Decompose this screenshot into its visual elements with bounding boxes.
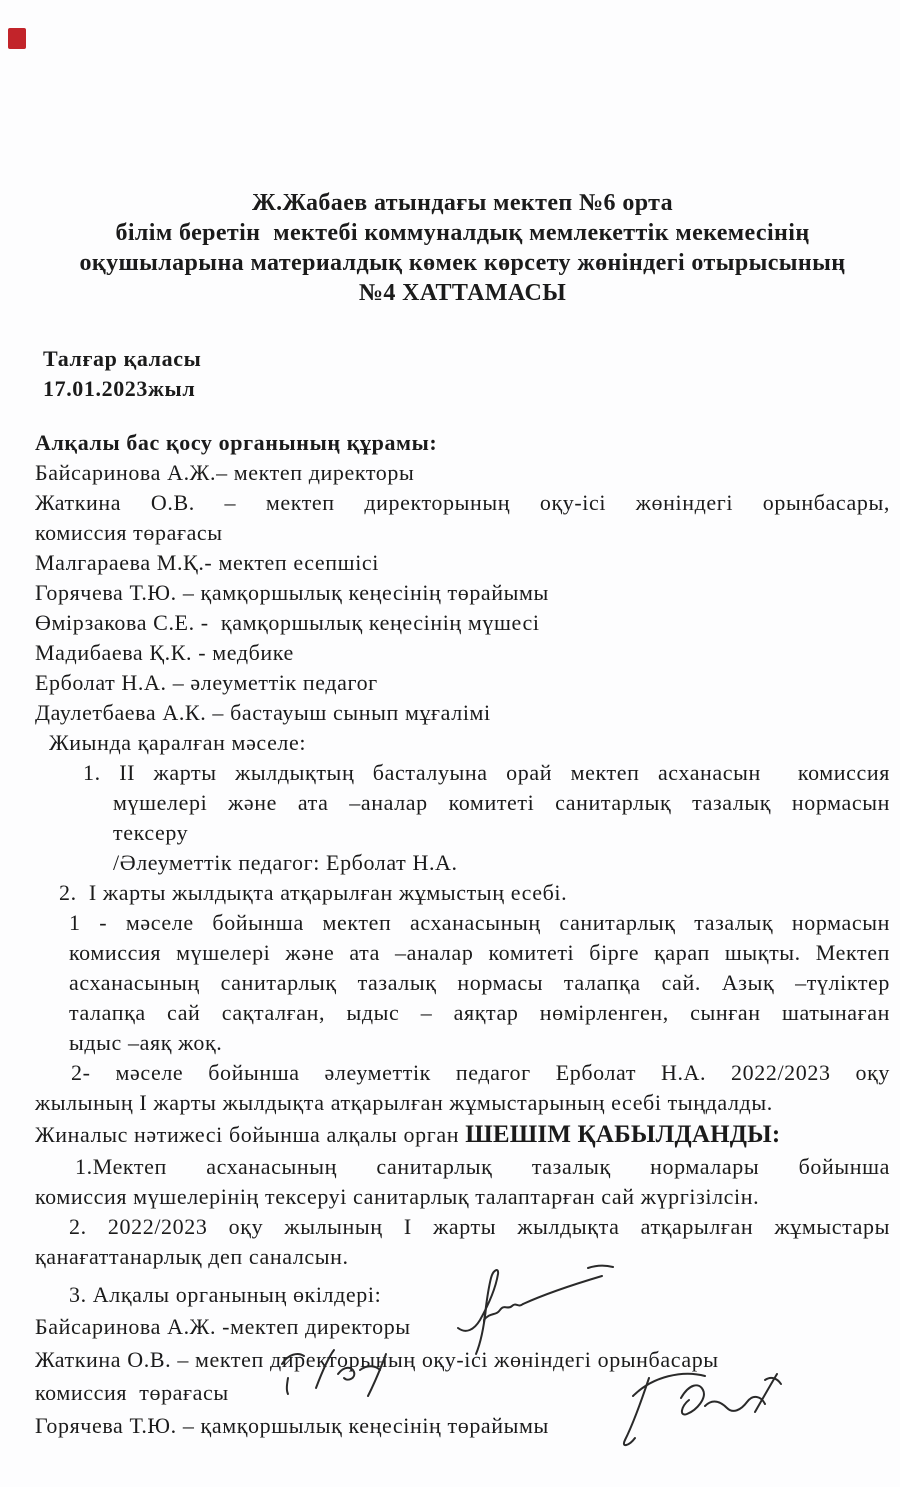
board-member: комиссия төрағасы (35, 520, 223, 545)
agenda-heading: Жиында қаралған мәселе: (49, 730, 307, 755)
director-signature (450, 1264, 625, 1356)
decision-2-line: 2. 2022/2023 оқу жылының І жарты жылдықта атқарылған жұмыстары (69, 1214, 890, 1239)
agenda-item-2: 2. І жарты жылдықта атқарылған жұмыстың есебі. (59, 880, 568, 905)
result-intro-text: Жиналыс нәтижесі бойынша алқалы орган (35, 1122, 466, 1147)
board-member: Ерболат Н.А. – әлеуметтік педагог (35, 670, 378, 695)
signature-label-deputy: Жаткина О.В. – мектеп директорының оқу-ісі жөніндегі орынбасары (35, 1347, 719, 1372)
agenda-item-1-line: тексеру (113, 820, 189, 845)
date-line: 17.01.2023жыл (43, 376, 196, 401)
agenda-block (35, 728, 890, 908)
city-line: Талғар қаласы (43, 346, 202, 371)
issue-2-line: 2- мәселе бойынша әлеуметтік педагог Ерболат Н.А. 2022/2023 оқу (71, 1060, 890, 1085)
title-line-3: оқушыларына материалдық көмек көрсету жөніндегі отырысының (79, 250, 846, 276)
decision-2-line: қанағаттанарлық деп саналсын. (35, 1244, 349, 1269)
signature-label-trustee: Горячева Т.Ю. – қамқоршылық кеңесінің төрайымы (35, 1413, 549, 1438)
issue-1-line: комиссия мүшелері және ата –аналар комитеті бірге қарап шықты. Мектеп (69, 940, 890, 965)
decision-1-line: комиссия мүшелерінің тексеруі санитарлық талаптарған сай жүргізілсін. (35, 1184, 760, 1209)
result-line (35, 1118, 890, 1152)
title-line-2: білім беретін мектебі коммуналдық мемлекеттік мекемесінің (115, 220, 810, 246)
issue-2-line: жылының І жарты жылдықта атқарылған жұмыстарының есебі тыңдалды. (35, 1090, 773, 1115)
board-heading: Алқалы бас қосу органының құрамы: (35, 430, 438, 455)
board-member: Даулетбаева А.К. – бастауыш сынып мұғалімі (35, 700, 491, 725)
document-body (35, 188, 890, 1442)
board-member: Мадибаева Қ.К. - медбике (35, 640, 294, 665)
result-decision-text: ШЕШІМ ҚАБЫЛДАНДЫ: (465, 1121, 781, 1148)
agenda-item-1-line: мүшелері және ата –аналар комитеті санитарлық тазалық нормасын (113, 790, 890, 815)
signature-label-chair: комиссия төрағасы (35, 1380, 229, 1405)
board-member: Жаткина О.В. – мектеп директорының оқу-ісі жөніндегі орынбасары, (35, 490, 890, 515)
trustee-signature (605, 1362, 790, 1452)
title-line-4: №4 ХАТТАМАСЫ (358, 280, 567, 306)
issue-1-line: асханасының санитарлық тазалық нормасы талапқа сай. Азық –түліктер (69, 970, 890, 995)
board-member: Горячева Т.Ю. – қамқоршылық кеңесінің төрайымы (35, 580, 549, 605)
issue-1-line: талапқа сай сақталған, ыдыс – аяқтар нөмірленген, сынған шатынаған (69, 1000, 890, 1025)
decision-1-line: 1.Мектеп асханасының санитарлық тазалық нормалары бойынша (75, 1154, 890, 1179)
decision-3-line: 3. Алқалы органының өкілдері: (69, 1282, 382, 1307)
issue-1-line: 1 - мәселе бойынша мектеп асханасының санитарлық тазалық нормасын (69, 910, 890, 935)
title-line-1: Ж.Жабаев атындағы мектеп №6 орта (251, 190, 674, 216)
chair-signature (268, 1344, 398, 1402)
agenda-item-1-line: 1. ІІ жарты жылдықтың басталуына орай мектеп асханасын комиссия (83, 760, 890, 785)
board-block (35, 428, 890, 728)
meta-block (35, 344, 890, 404)
signature-label-director: Байсаринова А.Ж. -мектеп директоры (35, 1314, 411, 1339)
board-member: Малгараева М.Қ.- мектеп есепшісі (35, 550, 379, 575)
board-member: Өмірзакова С.Е. - қамқоршылық кеңесінің мүшесі (35, 610, 540, 635)
issue-1-line: ыдыс –аяқ жоқ. (69, 1030, 223, 1055)
minutes-block (35, 908, 890, 1152)
red-scan-mark (8, 28, 26, 49)
document-title (35, 188, 890, 308)
board-member: Байсаринова А.Ж.– мектеп директоры (35, 460, 415, 485)
agenda-item-1-note: /Әлеуметтік педагог: Ерболат Н.А. (113, 850, 458, 875)
